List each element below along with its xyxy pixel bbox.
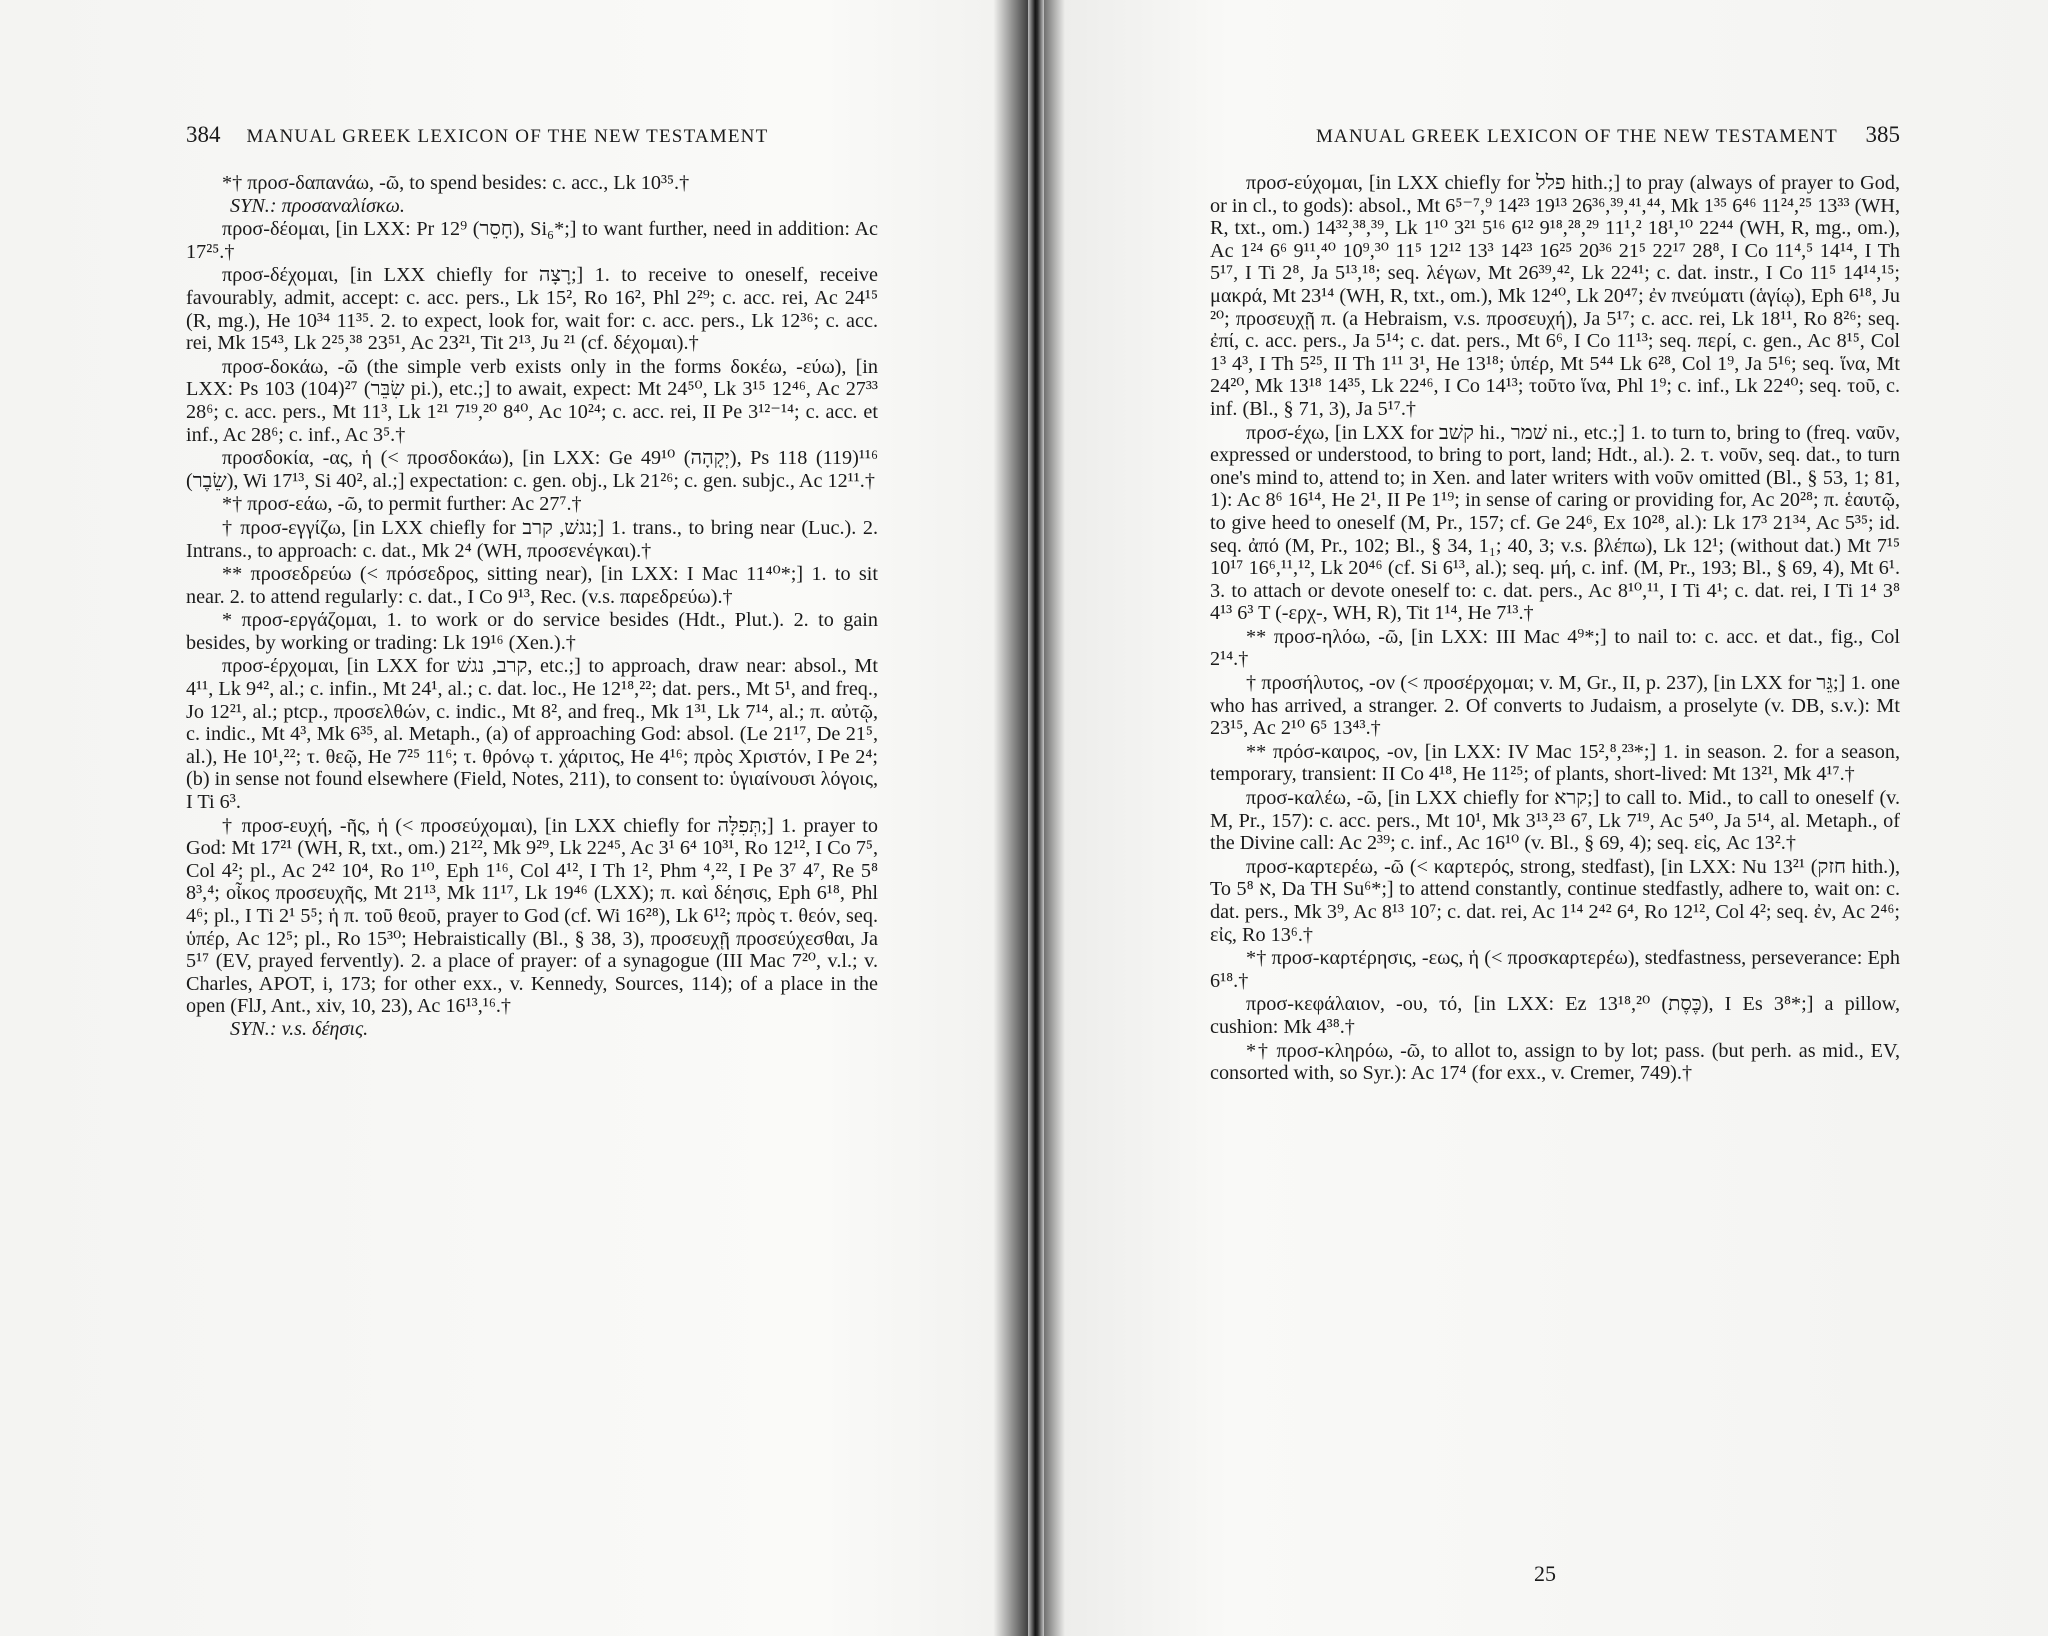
entry-proseao: *† προσ-εάω, -ῶ, to permit further: Ac 27⁷.†	[222, 493, 582, 516]
entry-proskartereo: προσ-καρτερέω, -ῶ (< καρτερός, strong, stedfast), [in LXX: Nu 13²¹ (חזק hith.), To 5⁸ א, Da TH Su⁶*;] to attend constantly, continue stedfastly, adhere to, wait on: c. dat. pers., Mk 3⁹, Ac 8¹³ 10⁷; c. dat. rei, Ac 1¹⁴ 2⁴² 6⁴, Ro 12¹², Col 4²; seq. ἐν, Ac 2⁴⁶; εἰς, Ro 13⁶.†	[1210, 855, 1901, 946]
entry-proskarteresis: *† προσ-καρτέρησις, -εως, ἡ (< προσκαρτερέω), stedfastness, perseverance: Eph 6¹⁸.†	[1210, 947, 1900, 992]
left-running-head	[186, 122, 876, 154]
entry-prosdechomai: προσ-δέχομαι, [in LXX chiefly for רָצָה;] 1. to receive to oneself, receive favourably, admit, accept: c. acc. pers., Lk 15², Ro 16², Phl 2²⁹; c. acc. rei, Ac 24¹⁵ (R, mg.), He 10³⁴ 11³⁵. 2. to expect, look for, wait for: c. acc. pers., Lk 12³⁶; c. acc. rei, Mk 15⁴³, Lk 2²⁵,³⁸ 23⁵¹, Ac 23²¹, Tit 2¹³, Ju ²¹ (cf. δέχομαι).†	[186, 264, 878, 355]
entry-proseloo: ** προσ-ηλόω, -ῶ, [in LXX: III Mac 4⁹*;] to nail to: c. acc. et dat., fig., Col 2¹⁴.†	[1210, 625, 1900, 671]
entry-prosdeomai: προσ-δέομαι, [in LXX: Pr 12⁹ (חָסֵר), Si₆*;] to want further, need in addition: Ac 17²⁵.†	[186, 218, 878, 263]
left-page-number: 384	[186, 122, 221, 147]
entry-prosdokia: προσδοκία, -ας, ἡ (< προσδοκάω), [in LXX: Ge 49¹⁰ (יְקָהָה), Ps 118 (119)¹¹⁶ (שֵׂבֶר), Wi 17¹³, Si 40², al.;] expectation: c. gen. obj., Lk 21²⁶; c. gen. subjc., Ac 12¹¹.†	[186, 447, 878, 492]
signature-mark: 25	[1534, 1561, 1556, 1586]
entry-proserchomai: προσ-έρχομαι, [in LXX for קרב, נגשׁ, etc.;] to approach, draw near: absol., Mt 4¹¹, Lk 9⁴², al.; c. infin., Mt 24¹, al.; c. dat. loc., He 12¹⁸,²²; dat. pers., Mt 5¹, and freq., Jo 12²¹, al.; ptcp., προσελθών, c. indic., Mt 8², and freq., Mk 1³¹, Lk 7¹⁴, al.; π. αὐτῷ, c. indic., Mt 4³, Mk 6³⁵, al. Metaph., (a) of approaching God: absol. (Le 21¹⁷, De 21⁵, al.), He 10¹,²²; τ. θεῷ, He 7²⁵ 11⁶; τ. θρόνῳ τ. χάριτος, He 4¹⁶; πρὸς Χριστόν, I Pe 2⁴; (b) in sense not found elsewhere (Field, Notes, 211), to consent to: ὑγιαίνουσι λόγοις, I Ti 6³.	[186, 655, 878, 814]
right-page-body	[1210, 172, 1900, 1086]
left-page-body	[186, 172, 878, 1042]
entry-prosdokao: προσ-δοκάω, -ῶ (the simple verb exists only in the forms δοκέω, -εύω), [in LXX: Ps 103 (104)²⁷ (שִׂבֵּר pi.), etc.;] to await, expect: Mt 24⁵⁰, Lk 3¹⁵ 12⁴⁶, Ac 27³³ 28⁶; c. acc. pers., Mt 11³, Lk 1²¹ 7¹⁹,²⁰ 8⁴⁰, Ac 10²⁴; c. acc. rei, II Pe 3¹²⁻¹⁴; c. acc. et inf., Ac 28⁶; c. inf., Ac 3⁵.†	[186, 355, 878, 446]
entry-proskephalaion: προσ-κεφάλαιον, -ου, τό, [in LXX: Ez 13¹⁸,²⁰ (כֶּסֶת), I Es 3⁸*;] a pillow, cushion: Mk 4³⁸.†	[1210, 993, 1900, 1038]
right-running-head	[1210, 122, 1900, 154]
entry-proskaleo: προσ-καλέω, -ῶ, [in LXX chiefly for קרא;] to call to. Mid., to call to oneself (v. M, Pr., 157): c. acc. pers., Mt 10¹, Mk 3¹³,²³ 6⁷, Lk 7¹⁹, Ac 5⁴⁰, Ja 5¹⁴, al. Metaph., of the Divine call: Ac 2³⁹; c. inf., Ac 16¹⁰ (v. Bl., § 69, 4); seq. εἰς, Ac 13².†	[1210, 787, 1901, 855]
entry-synonym-note: SYN.: προσαναλίσκω.	[230, 194, 405, 217]
entry-proseuche: † προσ-ευχή, -ῆς, ἡ (< προσεύχομαι), [in LXX chiefly for תְּפִלָּה;] 1. prayer to God: Mt 17²¹ (WH, R, txt., om.) 21²², Mk 9²⁹, Lk 22⁴⁵, Ac 3¹ 6⁴ 10³¹, Ro 12¹², I Co 7⁵, Col 4²; pl., Ac 2⁴² 10⁴, Ro 1¹⁰, Eph 1¹⁶, Col 4¹², I Th 1², Phm ⁴,²², I Pe 3⁷ 4⁷, Re 5⁸ 8³,⁴; οἶκος προσευχῆς, Mt 21¹³, Mk 11¹⁷, Lk 19⁴⁶ (LXX); π. καὶ δέησις, Eph 6¹⁸, Phl 4⁶; pl., I Ti 2¹ 5⁵; ἡ π. τοῦ θεοῦ, prayer to God (cf. Wi 16²⁸), Lk 6¹²; πρὸς τ. θεόν, seq. ὑπέρ, Ac 12⁵; pl., Ro 15³⁰; Hebraistically (Bl., § 38, 3), προσευχῇ προσεύχεσθαι, Ja 5¹⁷ (EV, prayed fervently). 2. a place of prayer: of a synagogue (III Mac 7²⁰, v.l.; v. Charles, APOT, i, 173; for other exx., v. Kennedy, Sources, 114); of a place in the open (FlJ, Ant., xiv, 10, 23), Ac 16¹³,¹⁶.†	[186, 814, 878, 1018]
entry-prosdapanao: *† προσ-δαπανάω, -ῶ, to spend besides: c. acc., Lk 10³⁵.†	[222, 172, 690, 194]
right-page-number: 385	[1865, 122, 1900, 147]
entry-prosergazomai: * προσ-εργάζομαι, 1. to work or do service besides (Hdt., Plut.). 2. to gain besides, by working or trading: Lk 19¹⁶ (Xen.).†	[186, 609, 878, 654]
entry-proselytos: † προσήλυτος, -ον (< προσέρχομαι; v. M, Gr., II, p. 237), [in LXX for גֵּר;] 1. one who has arrived, a stranger. 2. Of converts to Judaism, a proselyte (v. DB, s.v.): Mt 23¹⁵, Ac 2¹⁰ 6⁵ 13⁴³.†	[1210, 672, 1900, 740]
entry-prosklaroo: *† προσ-κληρόω, -ῶ, to allot to, assign to by lot; pass. (but perh. as mid., EV, consorted with, so Syr.): Ac 17⁴ (for exx., v. Cremer, 749).†	[1210, 1039, 1900, 1085]
right-page	[1042, 0, 2048, 1636]
entry-synonym-note: SYN.: v.s. δέησις.	[230, 1017, 369, 1040]
left-running-title: MANUAL GREEK LEXICON OF THE NEW TESTAMENT	[246, 126, 769, 147]
entry-prosecho: προσ-έχω, [in LXX for קשׁב hi., שׁמר ni., etc.;] 1. to turn to, bring to (freq. ναῦν, expressed or understood, to bring to port, land; Hdt., al.). 2. τ. νοῦν, seq. dat., to turn one's mind to, attend to; in Xen. and later writers with νοῦν omitted (Bl., § 53, 1; 81, 1): Ac 8⁶ 16¹⁴, He 2¹, II Pe 1¹⁹; in sense of caring or providing for, Ac 20²⁸; π. ἑαυτῷ, to give heed to oneself (M, Pr., 157; cf. Ge 24⁶, Ex 10²⁸, al.): Lk 17³ 21³⁴, Ac 5³⁵; id. seq. ἀπό (M, Pr., 102; Bl., § 34, 1₁; 40, 3; v.s. βλέπω), Lk 12¹; (without dat.) Mt 7¹⁵ 10¹⁷ 16⁶,¹¹,¹², Lk 20⁴⁶ (cf. Si 6¹³, al.); seq. μή, c. inf. (M, Pr., 193; Bl., § 69, 4), Mt 6¹. 3. to attach or devote oneself to: c. dat. pers., Ac 8¹⁰,¹¹, I Ti 4¹; c. dat. rei, I Ti 1⁴ 3⁸ 4¹³ 6³ T (-ερχ-, WH, R), Tit 1¹⁴, He 7¹³.†	[1210, 421, 1901, 625]
right-running-title: MANUAL GREEK LEXICON OF THE NEW TESTAMENT	[1315, 126, 1838, 147]
entry-prosengizo: † προσ-εγγίζω, [in LXX chiefly for נגשׁ, קרב;] 1. trans., to bring near (Luc.). 2. Intrans., to approach: c. dat., Mk 2⁴ (WH, προσενέγκαι).†	[186, 516, 878, 562]
entry-proseuchomai: προσ-εύχομαι, [in LXX chiefly for פלל hith.;] to pray (always of prayer to God, or in cl., to gods): absol., Mt 6⁵⁻⁷,⁹ 14²³ 19¹³ 26³⁶,³⁹,⁴¹,⁴⁴, Mk 1³⁵ 6⁴⁶ 11²⁴,²⁵ 13³³ (WH, R, txt., om.) 14³²,³⁸,³⁹, Lk 1¹⁰ 3²¹ 5¹⁶ 6¹² 9¹⁸,²⁸,²⁹ 11¹,² 18¹,¹⁰ 22⁴⁴ (WH, R, mg., om.), Ac 1²⁴ 6⁶ 9¹¹,⁴⁰ 10⁹,³⁰ 11⁵ 12¹² 13³ 14²³ 16²⁵ 20³⁶ 21⁵ 22¹⁷ 28⁸, I Co 11⁴,⁵ 14¹⁴, I Th 5¹⁷, I Ti 2⁸, Ja 5¹³,¹⁸; seq. λέγων, Mt 26³⁹,⁴², Lk 22⁴¹; c. dat. instr., I Co 11⁵ 14¹⁴,¹⁵; μακρά, Mt 23¹⁴ (WH, R, txt., om.), Mk 12⁴⁰, Lk 20⁴⁷; ἐν πνεύματι (ἁγίῳ), Eph 6¹⁸, Ju ²⁰; προσευχῇ π. (a Hebraism, v.s. προσευχή), Ja 5¹⁷; c. acc. rei, Lk 18¹¹, Ro 8²⁶; seq. ἐπί, c. acc. pers., Ja 5¹⁴; c. dat. pers., Mt 6⁶, I Co 11¹³; seq. περί, c. gen., Ac 8¹⁵, Col 1³ 4³, I Th 5²⁵, II Th 1¹¹ 3¹, He 13¹⁸; ὑπέρ, Mt 5⁴⁴ Lk 6²⁸, Col 1⁹, Ja 5¹⁶; seq. ἵνα, Mt 24²⁰, Mk 13¹⁸ 14³⁵, Lk 22⁴⁶, I Co 14¹³; τοῦτο ἵνα, Phl 1⁹; c. inf., Lk 22⁴⁰; seq. τοῦ, c. inf. (Bl., § 71, 3), Ja 5¹⁷.†	[1210, 172, 1900, 420]
entry-prosedreuo: ** προσεδρεύω (< πρόσεδρος, sitting near), [in LXX: I Mac 11⁴⁰*;] 1. to sit near. 2. to attend regularly: c. dat., I Co 9¹³, Rec. (v.s. παρεδρεύω).†	[186, 563, 878, 608]
entry-proskairos: ** πρόσ-καιρος, -ον, [in LXX: IV Mac 15²,⁸,²³*;] 1. in season. 2. for a season, temporary, transient: II Co 4¹⁸, He 11²⁵; of plants, short-lived: Mt 13²¹, Mk 4¹⁷.†	[1210, 740, 1900, 786]
